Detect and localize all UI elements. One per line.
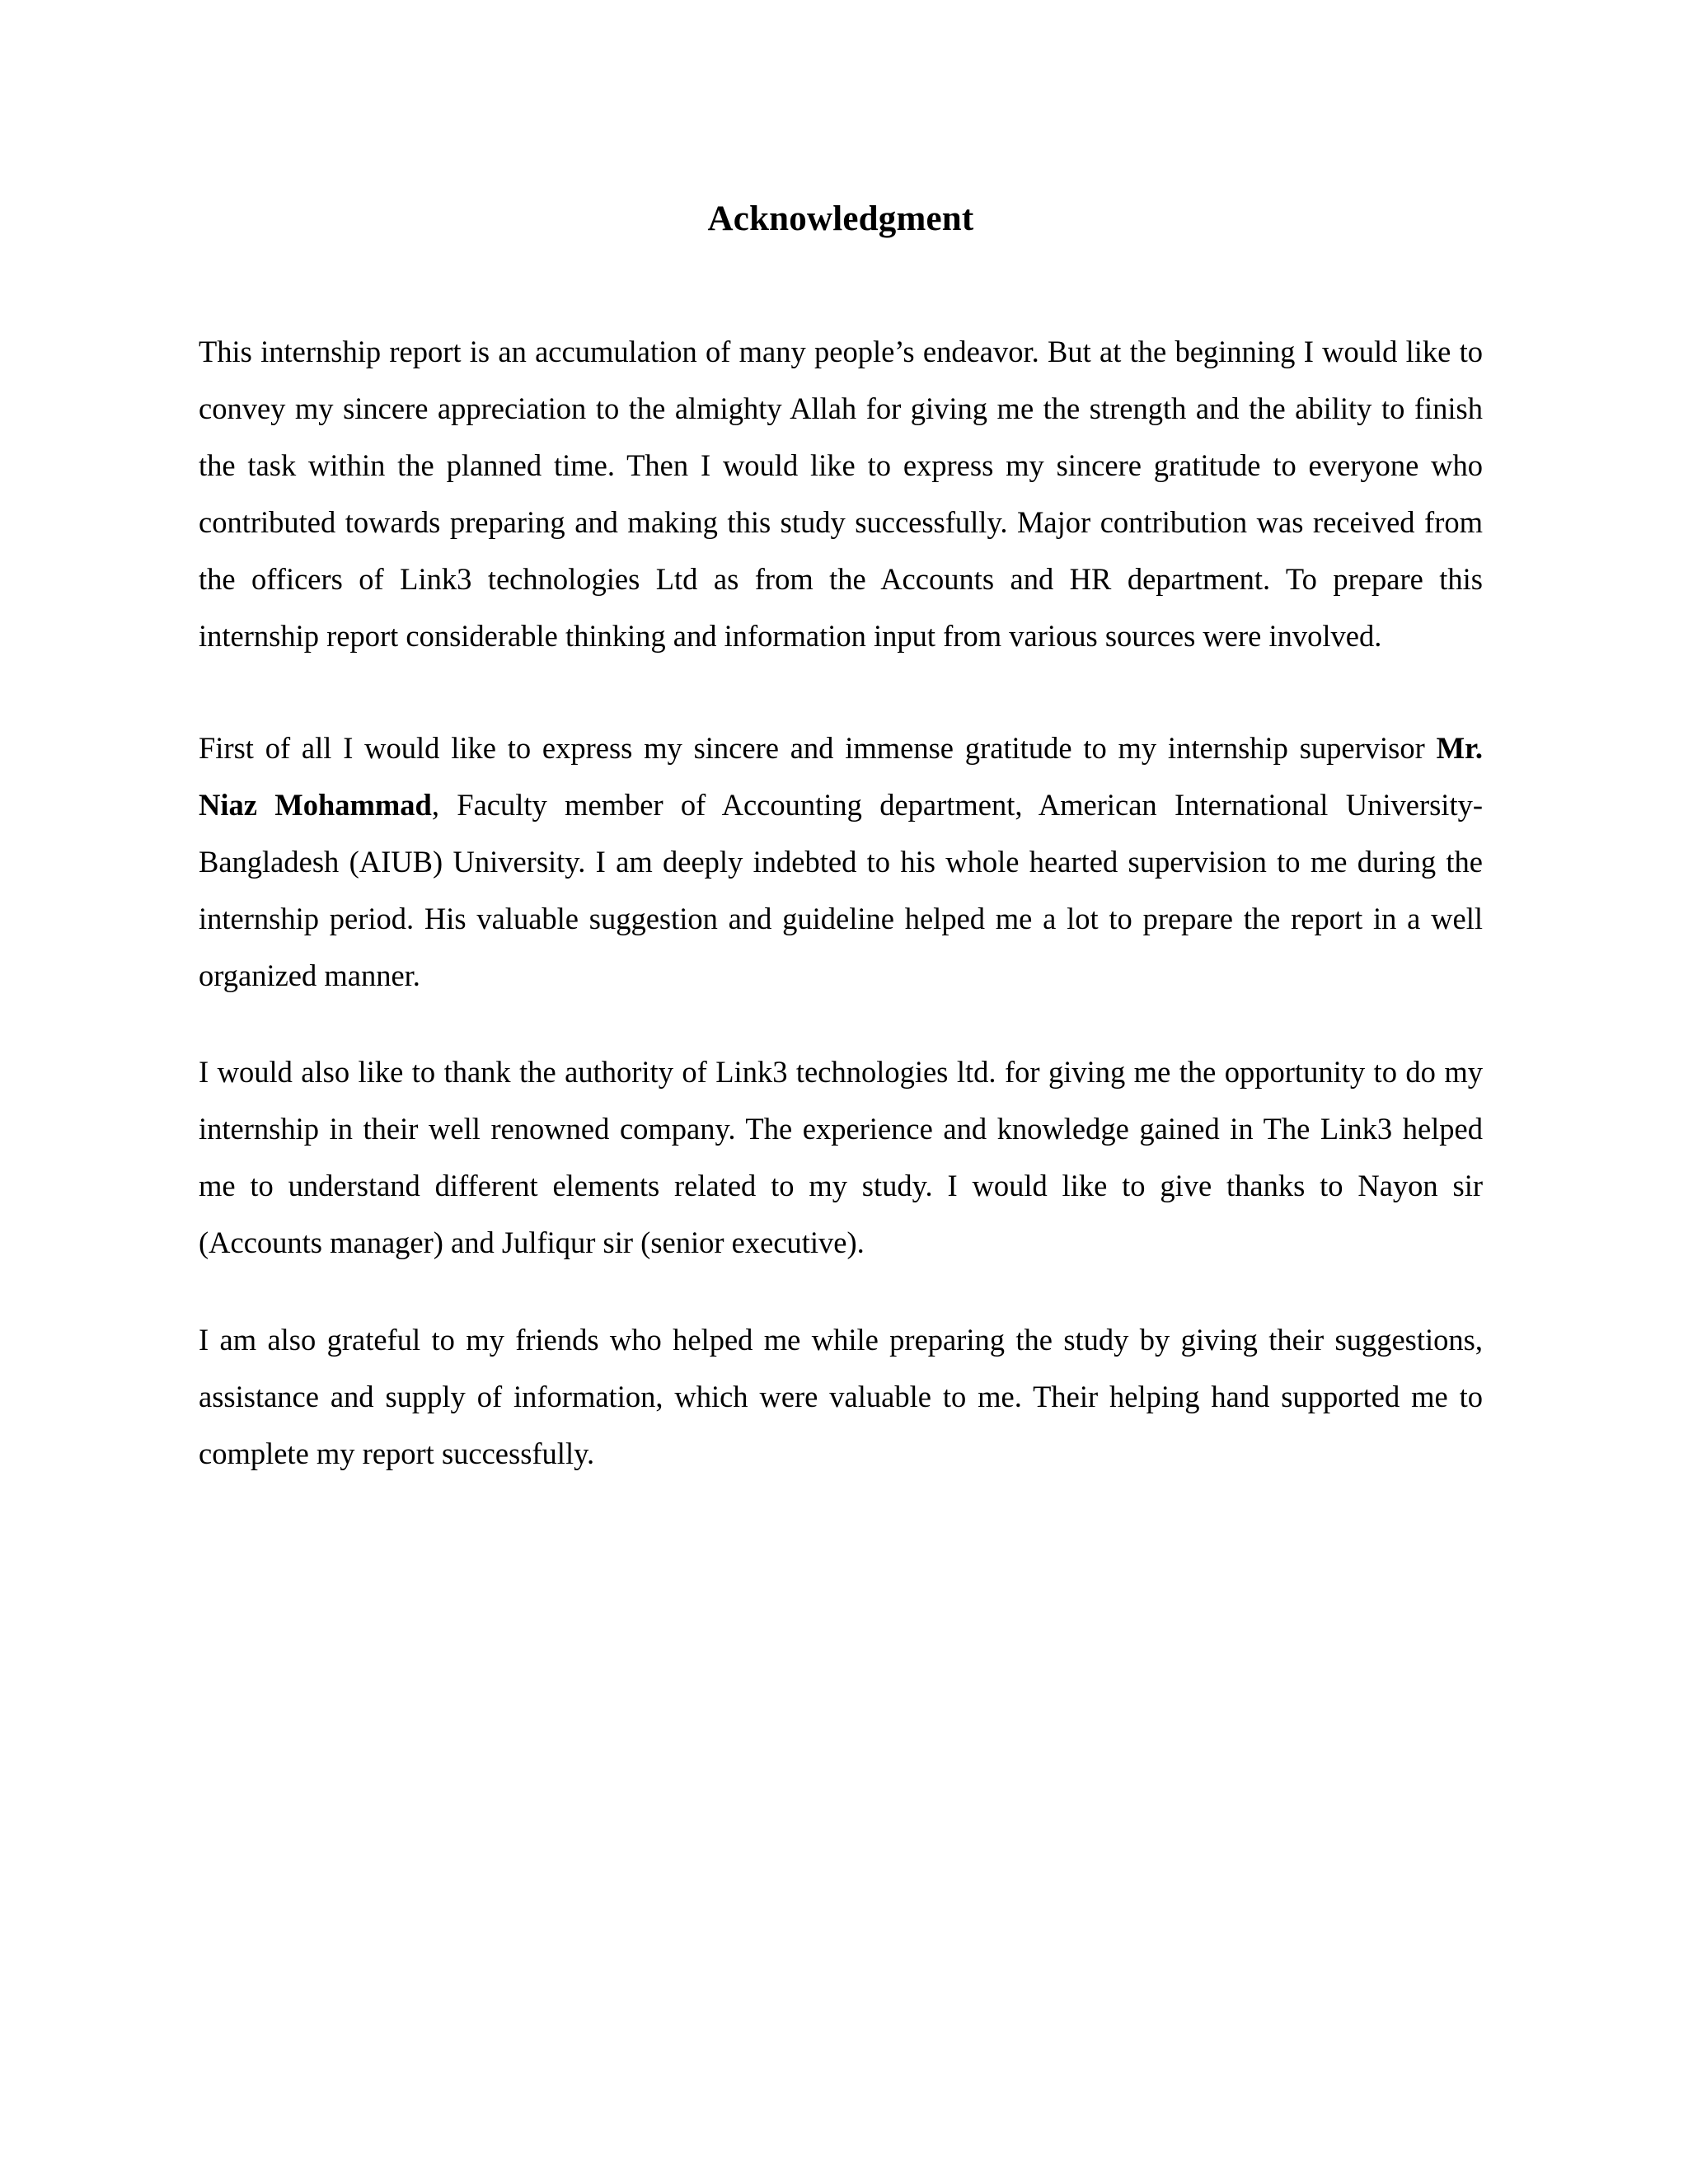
page-title: Acknowledgment [707, 199, 974, 238]
paragraph-friends-thanks: I am also grateful to my friends who helped me while preparing the study by giving their suggestions, assistance and supply of information, which were valuable to me. Their helping hand supported me to complete my report successfully. [199, 1323, 1483, 1470]
paragraph-supervisor-intro: First of all I would like to express my sincere and immense gratitude to my internship supervisor [199, 731, 1437, 765]
paragraph-supervisor-rest: , Faculty member of Accounting department, American International University-Bangladesh (AIUB) University. I am deeply indebted to his whole hearted supervision to me during the internship period. His valuable suggestion and guideline helped me a lot to prepare the report in a well organized manner. [199, 788, 1483, 992]
paragraph-introduction: This internship report is an accumulation of many people’s endeavor. But at the beginning I would like to convey my sincere appreciation to the almighty Allah for giving me the strength and the ability to finish the task within the planned time. Then I would like to express my sincere gratitude to everyone who contributed towards preparing and making this study successfully. Major contribution was received from the officers of Link3 technologies Ltd as from the Accounts and HR department. To prepare this internship report considerable thinking and information input from various sources were involved. [199, 335, 1483, 653]
paragraph-company-thanks: I would also like to thank the authority of Link3 technologies ltd. for giving me the opportunity to do my internship in their well renowned company. The experience and knowledge gained in The Link3 helped me to understand different elements related to my study. I would like to give thanks to Nayon sir (Accounts manager) and Julfiqur sir (senior executive). [199, 1055, 1483, 1259]
document-body [199, 194, 1483, 1482]
supervisor-name: Mr. Niaz Mohammad [199, 731, 1483, 822]
paragraph-supervisor [199, 719, 1483, 1004]
